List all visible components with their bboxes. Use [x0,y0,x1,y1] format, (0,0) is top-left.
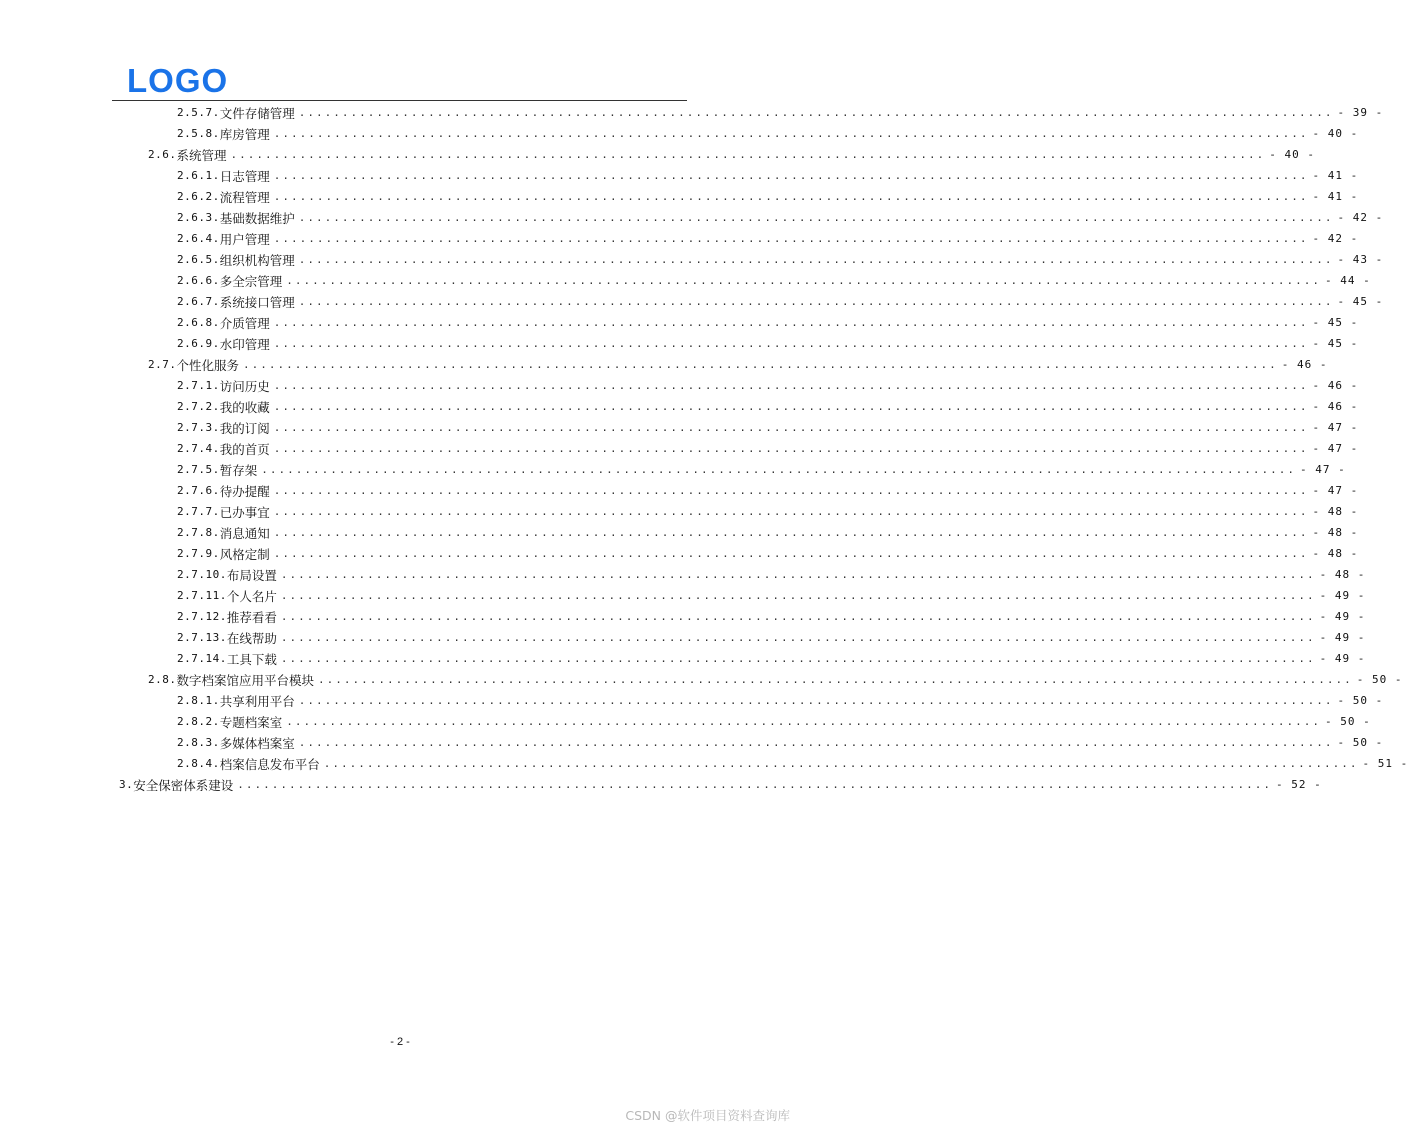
toc-entry-title: 库房管理 [219,126,270,142]
toc-entry-title: 组织机构管理 [219,252,295,268]
toc-entry-number: 2.6.6. [177,274,220,287]
toc-entry-title: 布局设置 [226,567,277,583]
toc-entry-title: 介质管理 [219,315,270,331]
toc-entry-number: 2.7.12. [177,610,227,623]
toc-entry-title: 流程管理 [219,189,270,205]
toc-entry[interactable] [177,291,1384,312]
logo: LOGO [127,62,229,99]
toc-entry-number: 2.8.4. [177,757,220,770]
toc-entry-title: 安全保密体系建设 [133,777,234,793]
toc-entry[interactable] [177,396,1359,417]
toc-entry[interactable] [177,459,1346,480]
toc-entry-number: 2.7.10. [177,568,227,581]
toc-dot-leader: ........................................................................................................................ [273,232,1309,245]
toc-entry[interactable] [177,333,1359,354]
toc-entry-title: 个人名片 [226,588,277,604]
toc-entry-number: 2.6.8. [177,316,220,329]
toc-entry-page: - 47 - [1312,442,1359,455]
toc-entry[interactable] [177,648,1366,669]
toc-entry[interactable] [177,102,1384,123]
toc-entry[interactable] [119,774,1322,795]
toc-dot-leader: ........................................................................................................................ [286,274,1321,287]
toc-dot-leader: ........................................................................................................................ [273,190,1309,203]
toc-entry-page: - 46 - [1312,379,1359,392]
toc-entry-number: 2.7.14. [177,652,227,665]
toc-entry-title: 系统接口管理 [219,294,295,310]
toc-entry-title: 多媒体档案室 [219,735,295,751]
toc-entry-title: 文件存储管理 [219,105,295,121]
toc-entry-page: - 45 - [1312,316,1359,329]
toc-entry-page: - 40 - [1312,127,1359,140]
toc-entry-title: 风格定制 [219,546,270,562]
toc-entry-title: 数字档案馆应用平台模块 [176,672,315,688]
toc-entry-number: 2.8. [148,673,177,686]
toc-entry-title: 基础数据维护 [219,210,295,226]
toc-entry-page: - 50 - [1337,694,1384,707]
toc-entry-number: 2.8.2. [177,715,220,728]
toc-entry-number: 2.6.2. [177,190,220,203]
toc-entry-number: 2.7.13. [177,631,227,644]
toc-dot-leader: ........................................................................................................................ [273,547,1309,560]
toc-entry-page: - 45 - [1312,337,1359,350]
toc-entry[interactable] [177,606,1366,627]
toc-entry-page: - 50 - [1337,736,1384,749]
toc-entry[interactable] [177,522,1359,543]
toc-entry[interactable] [177,480,1359,501]
toc-entry-number: 2.7. [148,358,177,371]
toc-dot-leader: ........................................................................................................................ [280,589,1316,602]
toc-dot-leader: ........................................................................................................................ [273,442,1309,455]
toc-entry-title: 我的订阅 [219,420,270,436]
toc-entry[interactable] [177,753,1408,774]
toc-entry-number: 2.6.4. [177,232,220,245]
toc-entry-page: - 49 - [1319,589,1366,602]
toc-entry-page: - 41 - [1312,169,1359,182]
toc-entry-title: 访问历史 [219,378,270,394]
toc-dot-leader: ........................................................................................................................ [261,463,1296,476]
toc-entry-page: - 40 - [1269,148,1315,161]
toc-dot-leader: ........................................................................................................................ [298,253,1334,266]
toc-dot-leader: ........................................................................................................................ [286,715,1321,728]
toc-entry-title: 在线帮助 [226,630,277,646]
toc-entry[interactable] [177,228,1359,249]
toc-entry[interactable] [177,186,1359,207]
toc-entry-number: 2.7.8. [177,526,220,539]
toc-entry[interactable] [148,669,1403,690]
toc-entry-title: 用户管理 [219,231,270,247]
toc-entry-page: - 50 - [1324,715,1371,728]
toc-entry-page: - 42 - [1312,232,1359,245]
toc-dot-leader: ........................................................................................................................ [237,778,1272,791]
toc-entry[interactable] [177,207,1384,228]
header-divider [112,100,687,101]
toc-entry-page: - 43 - [1337,253,1384,266]
toc-dot-leader: ........................................................................................................................ [298,295,1334,308]
toc-entry-title: 待办提醒 [219,483,270,499]
toc-entry[interactable] [177,165,1359,186]
toc-entry-number: 2.7.5. [177,463,220,476]
toc-entry-number: 2.7.7. [177,505,220,518]
toc-entry[interactable] [177,123,1359,144]
toc-entry-page: - 48 - [1312,526,1359,539]
toc-entry[interactable] [177,249,1384,270]
toc-entry-title: 共享利用平台 [219,693,295,709]
toc-entry[interactable] [177,627,1366,648]
toc-entry[interactable] [177,501,1359,522]
toc-entry-number: 2.6.7. [177,295,220,308]
toc-entry-title: 水印管理 [219,336,270,352]
toc-entry-page: - 48 - [1312,505,1359,518]
toc-entry[interactable] [177,690,1384,711]
toc-entry-number: 2.5.8. [177,127,220,140]
toc-entry[interactable] [148,354,1328,375]
toc-entry-page: - 42 - [1337,211,1384,224]
toc-entry-number: 2.7.11. [177,589,227,602]
toc-entry-page: - 48 - [1319,568,1366,581]
toc-entry-title: 我的首页 [219,441,270,457]
toc-entry-page: - 46 - [1281,358,1328,371]
toc-dot-leader: ........................................................................................................................ [273,526,1309,539]
toc-entry[interactable] [177,438,1359,459]
toc-dot-leader: ........................................................................................................................ [273,379,1309,392]
toc-entry[interactable] [177,270,1371,291]
toc-entry[interactable] [177,711,1371,732]
toc-entry-title: 推荐看看 [226,609,277,625]
toc-entry-page: - 47 - [1312,484,1359,497]
toc-dot-leader: ........................................................................................................................ [273,421,1309,434]
toc-entry-title: 档案信息发布平台 [219,756,320,772]
page-number: - 2 - [390,1036,410,1048]
toc-dot-leader: ........................................................................................................................ [323,757,1359,770]
toc-dot-leader: ........................................................................................................................ [280,631,1316,644]
toc-dot-leader: ........................................................................................................................ [273,169,1309,182]
toc-entry-page: - 49 - [1319,631,1366,644]
toc-entry-number: 3. [119,778,134,791]
toc-entry-number: 2.8.1. [177,694,220,707]
toc-dot-leader: ........................................................................................................................ [273,505,1309,518]
toc-entry-page: - 49 - [1319,610,1366,623]
toc-dot-leader: ........................................................................................................................ [273,400,1309,413]
toc-entry-page: - 48 - [1312,547,1359,560]
toc-entry-page: - 51 - [1362,757,1408,770]
toc-entry-number: 2.6.3. [177,211,220,224]
toc-entry-title: 日志管理 [219,168,270,184]
toc-entry-page: - 44 - [1324,274,1371,287]
toc-entry-page: - 45 - [1337,295,1384,308]
toc-dot-leader: ........................................................................................................................ [298,736,1334,749]
toc-dot-leader: ........................................................................................................................ [318,673,1353,686]
toc-dot-leader: ........................................................................................................................ [280,610,1316,623]
toc-entry-number: 2.7.4. [177,442,220,455]
toc-entry-number: 2.6.5. [177,253,220,266]
toc-entry-page: - 39 - [1337,106,1384,119]
toc-entry-number: 2.7.3. [177,421,220,434]
toc-entry-title: 多全宗管理 [219,273,283,289]
toc-entry-number: 2.6.9. [177,337,220,350]
toc-entry-page: - 46 - [1312,400,1359,413]
toc-dot-leader: ........................................................................................................................ [298,106,1334,119]
toc-entry[interactable] [177,732,1384,753]
toc-entry-title: 我的收藏 [219,399,270,415]
toc-entry[interactable] [177,312,1359,333]
toc-dot-leader: ........................................................................................................................ [298,211,1334,224]
toc-entry-number: 2.5.7. [177,106,220,119]
toc-entry-title: 专题档案室 [219,714,283,730]
toc-entry-number: 2.7.1. [177,379,220,392]
toc-dot-leader: ........................................................................................................................ [273,127,1309,140]
toc-entry[interactable] [177,375,1359,396]
toc-entry-title: 消息通知 [219,525,270,541]
toc-entry-page: - 52 - [1275,778,1322,791]
toc-entry-title: 系统管理 [176,147,227,163]
toc-entry-number: 2.7.9. [177,547,220,560]
toc-dot-leader: ........................................................................................................................ [243,358,1278,371]
toc-entry-number: 2.6.1. [177,169,220,182]
toc-entry-page: - 49 - [1319,652,1366,665]
toc-entry[interactable] [177,585,1366,606]
toc-entry-page: - 47 - [1312,421,1359,434]
toc-entry[interactable] [177,543,1359,564]
toc-entry-page: - 41 - [1312,190,1359,203]
watermark: CSDN @软件项目资料查询库 [625,1108,790,1123]
toc-entry-page: - 47 - [1299,463,1346,476]
toc-dot-leader: ........................................................................................................................ [273,316,1309,329]
toc-entry[interactable] [177,417,1359,438]
toc-entry-number: 2.7.6. [177,484,220,497]
toc-dot-leader: ........................................................................................................................ [280,568,1316,581]
toc-dot-leader: ........................................................................................................................ [230,148,1266,161]
toc-dot-leader: ........................................................................................................................ [273,484,1309,497]
toc-dot-leader: ........................................................................................................................ [280,652,1316,665]
toc-entry-number: 2.6. [148,148,177,161]
toc-entry-title: 工具下载 [226,651,277,667]
toc-entry-number: 2.7.2. [177,400,220,413]
toc-dot-leader: ........................................................................................................................ [273,337,1309,350]
toc-entry[interactable] [177,564,1366,585]
toc-entry-title: 暂存架 [219,462,258,478]
toc-dot-leader: ........................................................................................................................ [298,694,1334,707]
toc-entry-page: - 50 - [1356,673,1403,686]
toc-entry-number: 2.8.3. [177,736,220,749]
toc-entry-title: 个性化服务 [176,357,240,373]
toc-entry-title: 已办事宜 [219,504,270,520]
toc-entry[interactable] [148,144,1315,165]
